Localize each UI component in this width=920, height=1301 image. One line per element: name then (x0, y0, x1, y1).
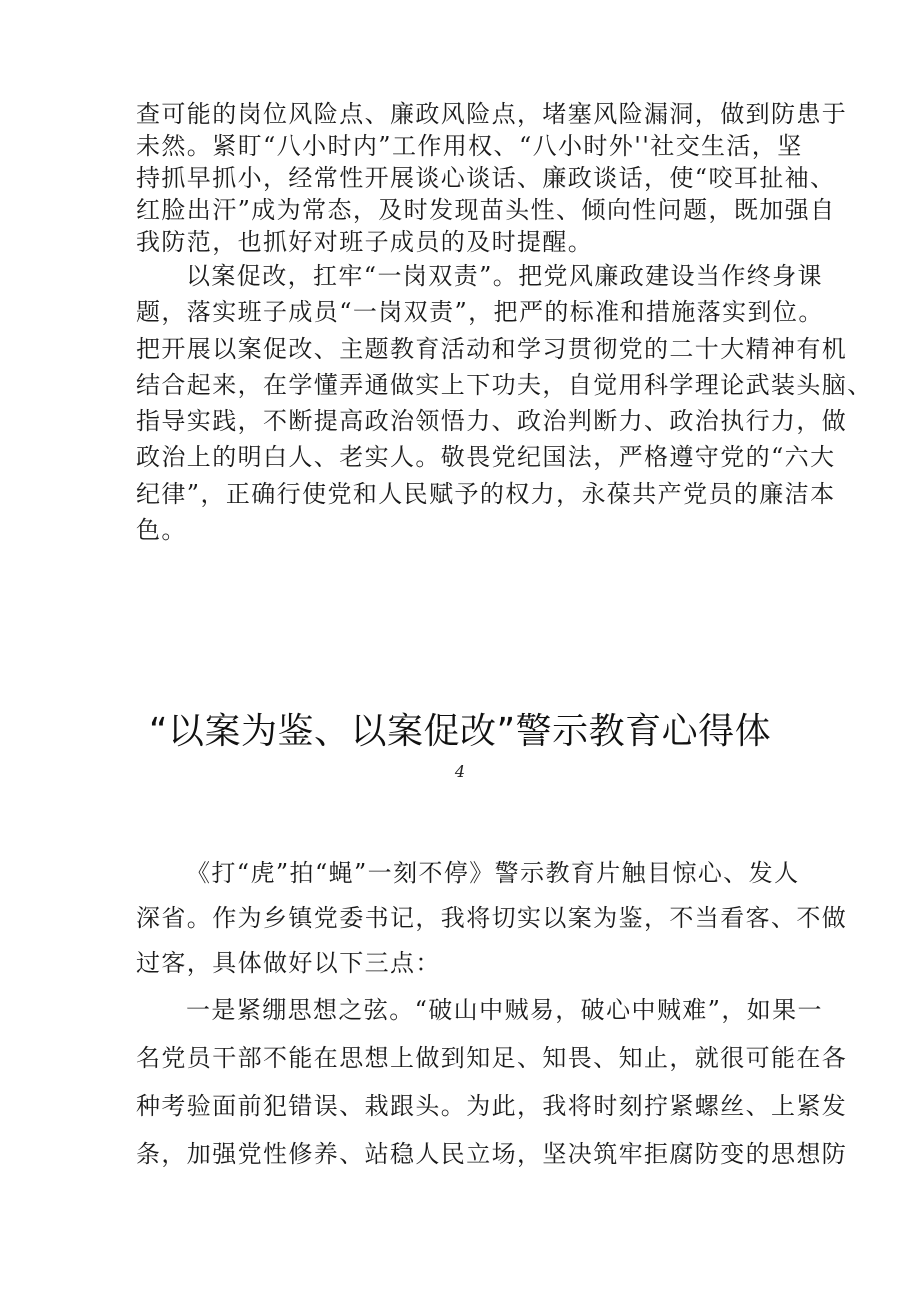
text-line: 种考验面前犯错误、栽跟头。为此，我将时刻拧紧螺丝、上紧发 (136, 1092, 848, 1120)
text-line: 一是紧绷思想之弦。“破山中贼易，破心中贼难”，如果一 (186, 996, 823, 1024)
text-line: 红脸出汗”成为常态，及时发现苗头性、倾向性问题，既加强自 (136, 196, 836, 224)
text-line: 条，加强党性修养、站稳人民立场，坚决筑牢拒腐防变的思想防 (136, 1140, 848, 1168)
text-line: 我防范，也抓好对班子成员的及时提醒。 (136, 228, 594, 256)
text-line: 名党员干部不能在思想上做到知足、知畏、知止，就很可能在各 (136, 1044, 848, 1072)
text-line: 把开展以案促改、主题教育活动和学习贯彻党的二十大精神有机 (136, 334, 848, 363)
text-line: 色。 (136, 516, 187, 545)
text-line: 《打“虎”拍“蝇”一刻不停》警示教育片触目惊心、发人 (186, 859, 800, 887)
paragraph-introduction (136, 851, 848, 986)
text-line: 政治上的明白人、老实人。敬畏党纪国法，严格遵守党的“六大 (136, 443, 836, 472)
text-line: 未然。紧盯“八小时内”工作用权、“八小时外''社交生活，坚 (136, 132, 803, 160)
text-line: 结合起来，在学懂弄通做实上下功夫，自觉用科学理论武装头脑、 (136, 370, 873, 399)
paragraph-dual-responsibility (136, 258, 873, 548)
paragraph-risk-prevention (136, 98, 848, 258)
section-title: “以案为鉴、以案促改”警示教育心得体 (148, 711, 772, 752)
text-line: 以案促改，扛牢“一岗双责”。把党风廉政建设当作终身课 (186, 262, 823, 290)
section-number: 4 (454, 762, 466, 781)
text-line: 题，落实班子成员“一岗双责”，把严的标准和措施落实到位。 (136, 298, 824, 327)
text-line: 纪律”，正确行使党和人民赋予的权力，永葆共产党员的廉洁本 (136, 479, 836, 508)
text-line: 查可能的岗位风险点、廉政风险点，堵塞风险漏洞，做到防患于 (136, 100, 848, 128)
text-line: 过客，具体做好以下三点： (136, 949, 441, 977)
paragraph-point-one (136, 986, 848, 1178)
text-line: 深省。作为乡镇党委书记，我将切实以案为鉴，不当看客、不做 (136, 904, 848, 932)
text-line: 持抓早抓小，经常性开展谈心谈话、廉政谈话，使“咬耳扯袖、 (136, 164, 836, 192)
text-line: 指导实践，不断提高政治领悟力、政治判断力、政治执行力，做 (136, 407, 848, 436)
